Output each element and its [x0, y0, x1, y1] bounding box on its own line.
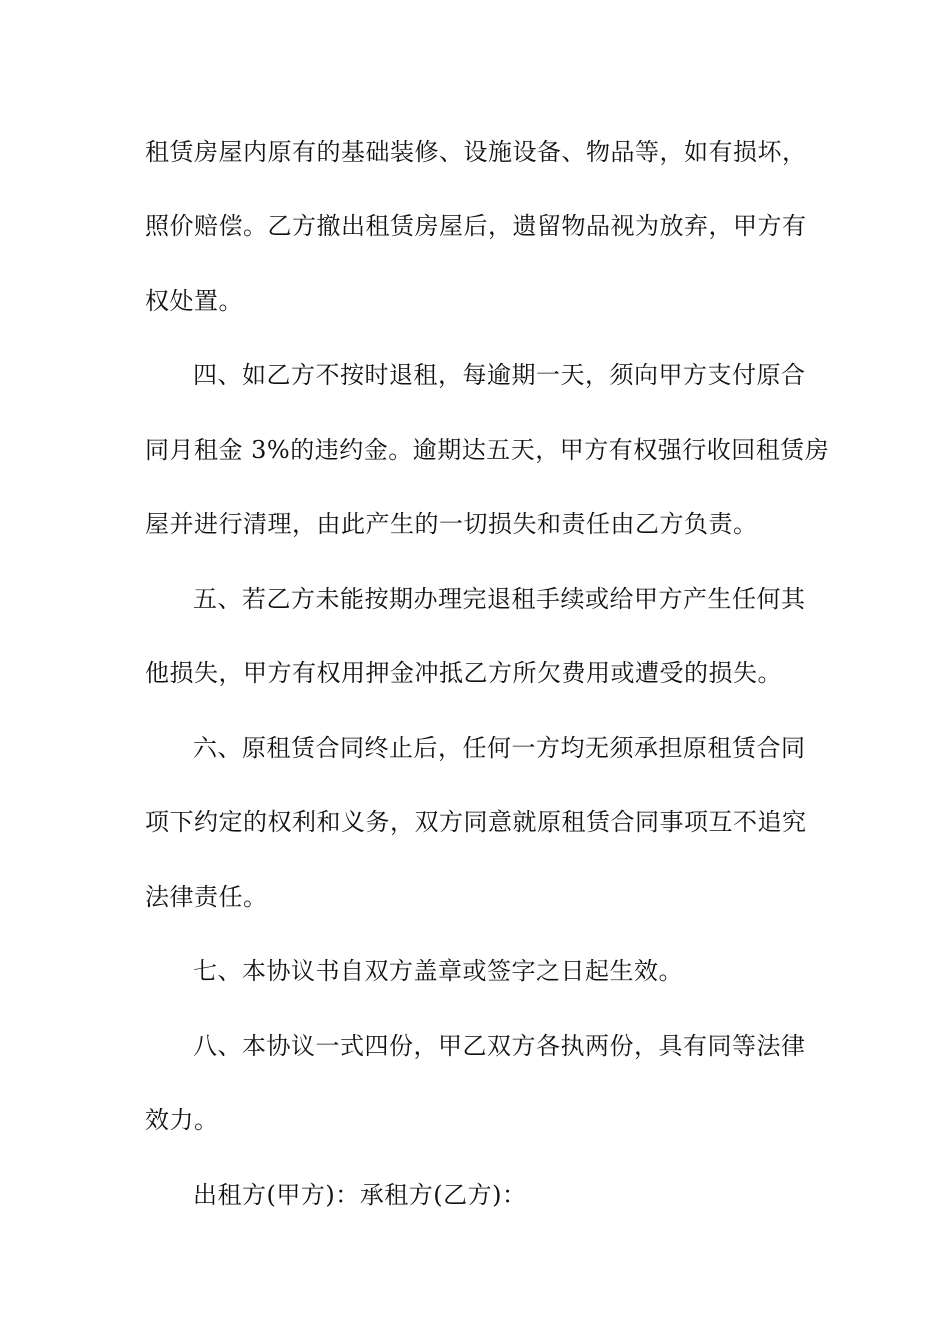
text-line: 效力。 [145, 1106, 219, 1134]
clause-5-line: 五、若乙方未能按期办理完退租手续或给甲方产生任何其 [193, 585, 806, 613]
text-line: 项下约定的权利和义务，双方同意就原租赁合同事项互不追究 [145, 808, 807, 836]
text-line: 照价赔偿。乙方撤出租赁房屋后，遗留物品视为放弃，甲方有 [145, 212, 807, 240]
text-line: 法律责任。 [145, 883, 268, 911]
clause-6-line: 六、原租赁合同终止后，任何一方均无须承担原租赁合同 [193, 734, 806, 762]
text-line: 租赁房屋内原有的基础装修、设施设备、物品等，如有损坏， [145, 138, 807, 166]
signature-parties-line: 出租方(甲方)：承租方(乙方)： [193, 1181, 527, 1209]
text-line: 权处置。 [145, 287, 243, 315]
text-line: 他损失，甲方有权用押金冲抵乙方所欠费用或遭受的损失。 [145, 659, 782, 687]
clause-8-line: 八、本协议一式四份，甲乙双方各执两份，具有同等法律 [193, 1032, 806, 1060]
clause-4-line: 四、如乙方不按时退租，每逾期一天，须向甲方支付原合 [193, 361, 806, 389]
text-line: 屋并进行清理，由此产生的一切损失和责任由乙方负责。 [145, 510, 758, 538]
text-line: 同月租金 3%的违约金。逾期达五天，甲方有权强行收回租赁房 [145, 436, 830, 464]
clause-7-line: 七、本协议书自双方盖章或签字之日起生效。 [193, 957, 683, 985]
